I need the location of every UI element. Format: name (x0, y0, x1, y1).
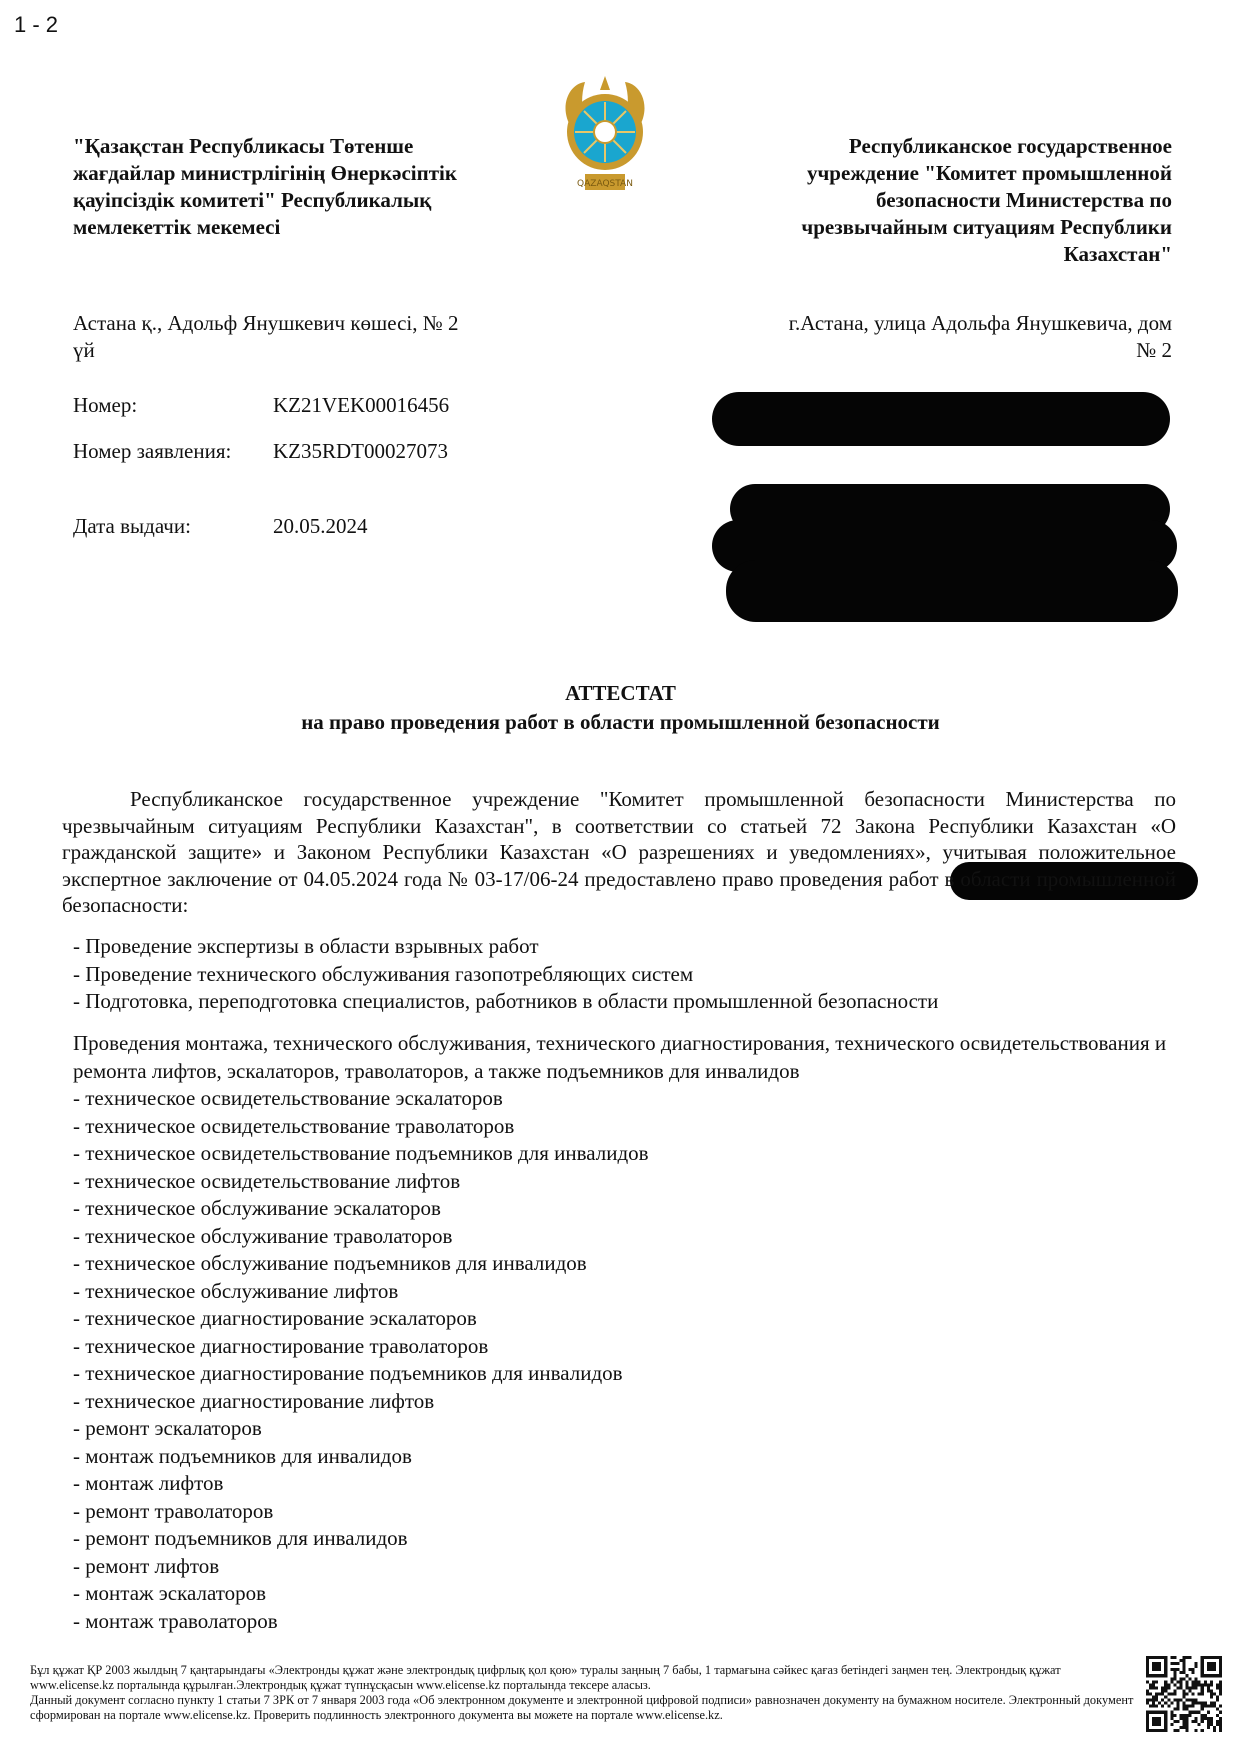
org-ru-line: чрезвычайным ситуациям Республики (801, 215, 1172, 239)
number-label: Номер: (73, 393, 138, 417)
address-ru-line: г.Астана, улица Адольфа Янушкевича, дом (788, 311, 1172, 335)
list-item: - техническое обслуживание траволаторов (73, 1223, 453, 1248)
address-ru (700, 310, 1172, 364)
org-ru-line: безопасности Министерства по (876, 188, 1172, 212)
list-item: - Подготовка, переподготовка специалистов, работников в области промышленной безопасности (73, 989, 939, 1013)
list-item: - техническое диагностирование эскалаторов (73, 1306, 477, 1330)
address-kz (73, 310, 543, 364)
list-item: - техническое освидетельствование лифтов (73, 1168, 461, 1193)
intro-paragraph: Республиканское государственное учреждение "Комитет промышленной безопасности Министерства по чрезвычайным ситуациям Республики Казахстан", в соответствии со статьей 72 Закона Республики Казахстан «О гражданской защите» и Законом Республики Казахстан «О разрешениях и уведомлениях», учитывая положительное экспертное заключение от 04.05.2024 года № 03-17/06-24 предоставлено право проведения работ в области промышленной безопасности: (62, 787, 1176, 917)
list-item: - техническое освидетельствование подъемников для инвалидов (73, 1141, 649, 1165)
footer-kz: Бұл құжат ҚР 2003 жылдың 7 қаңтарындағы «Электронды құжат және электрондық цифрлық қол қою» туралы заңның 7 бабы, 1 тармағына сәйкес қағаз бетіндегі заңмен тең. Электрондық құжат www.elicense.kz порталында құрылған.Электрондық құжат түпнұсқасын www.elicense.kz порталында тексере аласыз. (30, 1663, 1061, 1692)
title-main: АТТЕСТАТ (565, 681, 676, 705)
issue-date-value: 20.05.2024 (273, 514, 368, 538)
organization-name-ru (700, 133, 1172, 268)
address-kz-line: Астана қ., Адольф Янушкевич көшесі, № 2 (73, 311, 459, 335)
org-ru-line: Республиканское государственное (848, 134, 1172, 158)
list-item: - техническое диагностирование траволаторов (73, 1333, 489, 1358)
list-item: - монтаж траволаторов (73, 1608, 278, 1633)
org-kz-line: қауіпсіздік комитеті" Республикалық (73, 188, 432, 212)
list-item: - техническое обслуживание подъемников для инвалидов (73, 1251, 587, 1275)
address-ru-line: № 2 (1136, 338, 1172, 362)
list-item: - Проведение экспертизы в области взрывных работ (73, 934, 539, 958)
list-item: - техническое диагностирование лифтов (73, 1388, 435, 1413)
list-item: - техническое освидетельствование эскалаторов (73, 1086, 503, 1110)
application-number-label: Номер заявления: (73, 439, 232, 463)
number-value: KZ21VEK00016456 (273, 393, 450, 417)
list-item: - техническое диагностирование подъемников для инвалидов (73, 1361, 623, 1385)
list-item: - ремонт эскалаторов (73, 1416, 262, 1440)
footer-ru: Данный документ согласно пункту 1 статьи 7 ЗРК от 7 января 2003 года «Об электронном документе и электронной цифровой подписи» равнозначен документу на бумажном носителе. Электронный документ сформирован на портале www.elicense.kz. Проверить подлинность электронного документа вы можете на портале www.elicense.kz. (30, 1693, 1134, 1722)
list-item: - ремонт траволаторов (73, 1498, 274, 1523)
list-item: - монтаж лифтов (73, 1471, 224, 1495)
lifts-list (73, 1085, 1183, 1635)
list-item: - техническое освидетельствование траволаторов (73, 1113, 515, 1138)
org-ru-line: Казахстан" (1063, 242, 1172, 266)
list-item: - ремонт лифтов (73, 1553, 220, 1578)
issue-date-label: Дата выдачи: (73, 514, 191, 538)
lifts-paragraph: Проведения монтажа, технического обслуживания, технического диагностирования, технического освидетельствования и ремонта лифтов, эскалаторов, траволаторов, а также подъемников для инвалидов (73, 1031, 1167, 1083)
redaction-mark (712, 392, 1170, 446)
org-ru-line: учреждение "Комитет промышленной (806, 161, 1172, 185)
org-kz-line: мемлекеттік мекемесі (73, 215, 281, 239)
document-title (0, 679, 1241, 737)
qr-code-icon (1146, 1656, 1222, 1732)
state-emblem-icon (555, 72, 655, 204)
list-item: - техническое обслуживание лифтов (73, 1278, 399, 1303)
organization-name-kz (73, 133, 543, 241)
list-item: - монтаж эскалаторов (73, 1581, 267, 1605)
list-item: - техническое обслуживание эскалаторов (73, 1196, 441, 1220)
redaction-mark (726, 560, 1178, 622)
page-number: 1 - 2 (14, 12, 59, 37)
rights-list (73, 933, 1183, 1016)
application-number-value: KZ35RDT00027073 (273, 439, 448, 463)
footer-disclaimer (30, 1663, 1140, 1723)
list-item: - монтаж подъемников для инвалидов (73, 1443, 412, 1468)
org-kz-line: жағдайлар министрлігінің Өнеркәсіптік (73, 161, 457, 185)
title-subtitle: на право проведения работ в области промышленной безопасности (301, 710, 940, 734)
svg-text:QAZAQSTAN: QAZAQSTAN (577, 179, 633, 189)
address-kz-line: үй (73, 338, 95, 362)
list-item: - Проведение технического обслуживания газопотребляющих систем (73, 961, 694, 986)
list-item: - ремонт подъемников для инвалидов (73, 1526, 408, 1550)
org-kz-line: "Қазақстан Республикасы Төтенше (73, 134, 414, 158)
